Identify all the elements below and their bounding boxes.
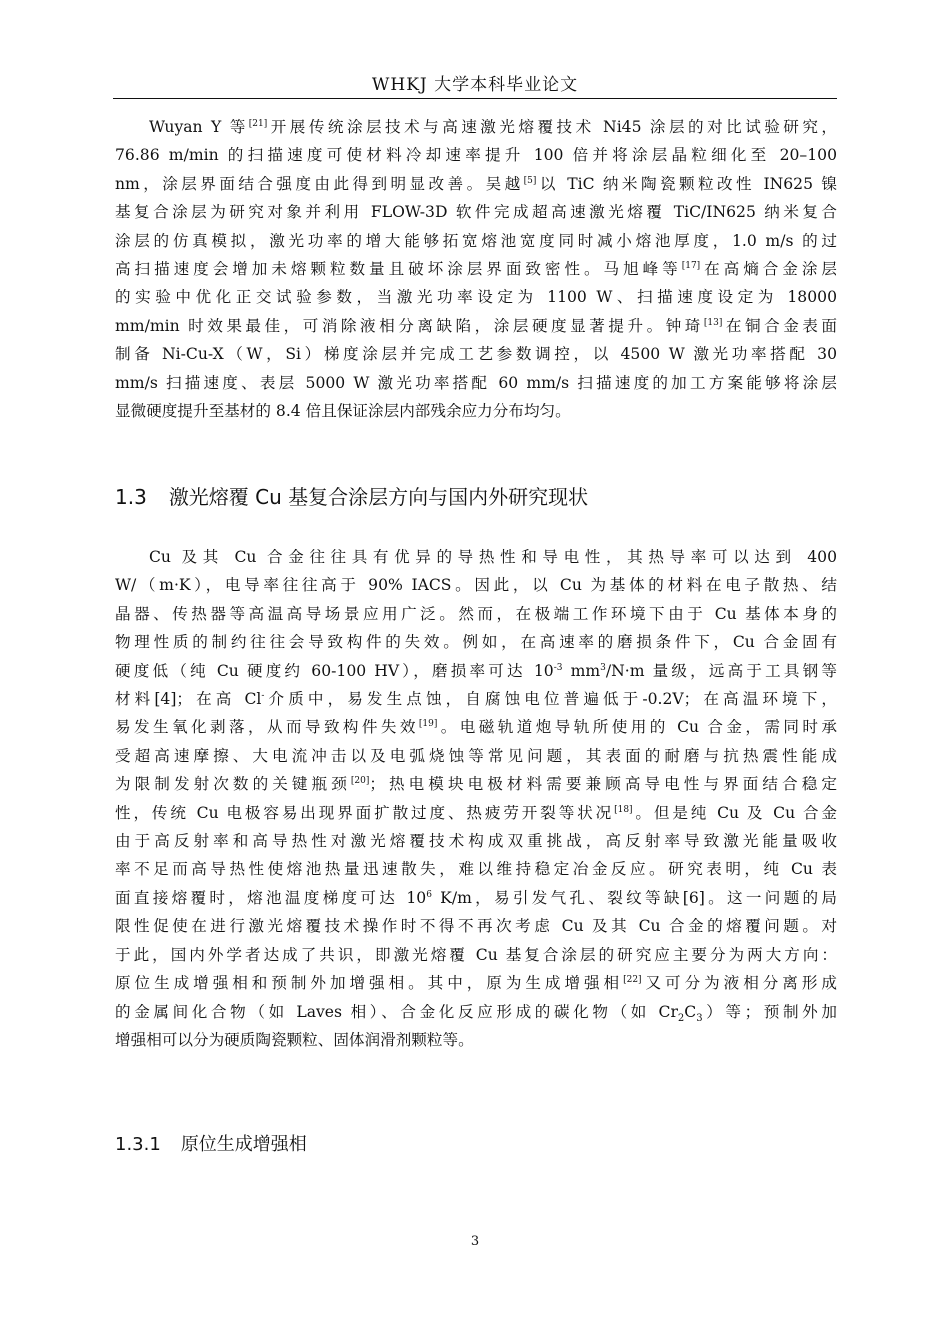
text-run: mm/s 扫描速度、表层 5000 W 激光功率搭配 60 mm/s 扫描速度的加工方案能够将涂层 xyxy=(115,373,837,392)
text-run: 又可分为液相分离形成 xyxy=(641,974,837,993)
superscript: 3 xyxy=(600,662,606,673)
text-run: 限性促使在进行激光熔覆技术操作时不得不再次考虑 Cu 及其 Cu 合金的熔覆问题。对 xyxy=(115,917,837,936)
text-run: mm/min 时效果最佳，可消除液相分离缺陷，涂层硬度显著提升。钟琦 xyxy=(115,316,704,335)
superscript: [17] xyxy=(681,260,701,271)
text-run: 晶器、传热器等高温高导场景应用广泛。然而，在极端工作环境下由于 Cu 基体本身的 xyxy=(115,604,837,623)
superscript: -3 xyxy=(553,662,563,673)
text-run: 物理性质的制约往往会导致构件的失效。例如，在高速率的磨损条件下，Cu 合金固有 xyxy=(115,633,837,652)
text-line xyxy=(115,941,837,969)
text-run: /N·m 量级，远高于工具钢等 xyxy=(605,661,837,680)
section-heading xyxy=(115,481,588,510)
text-line xyxy=(115,742,837,770)
text-line xyxy=(115,628,837,656)
text-line xyxy=(115,198,837,226)
text-line xyxy=(115,770,837,798)
text-line xyxy=(115,113,837,141)
text-line xyxy=(115,713,837,741)
text-run: ；热电模块电极材料需要兼顾高导电性与界面结合稳定 xyxy=(369,775,837,794)
superscript: - xyxy=(261,690,265,701)
text-run: 开展传统涂层技术与高速激光熔覆技术 Ni45 涂层的对比试验研究， xyxy=(267,118,838,136)
text-run: 涂层的仿真模拟，激光功率的增大能够拓宽熔池宽度同时减小熔池厚度，1.0 m/s 的过 xyxy=(115,231,837,250)
text-run: 制备 Ni-Cu-X（W，Si）梯度涂层并完成工艺参数调控，以 4500 W 激光功率搭配 30 xyxy=(115,345,837,364)
running-header: WHKJ 大学本科毕业论文 xyxy=(371,75,579,95)
text-line xyxy=(115,312,837,340)
text-run: 为限制发射次数的关键瓶颈 xyxy=(115,775,351,794)
text-run: 基复合涂层为研究对象并利用 FLOW-3D 软件完成超高速激光熔覆 TiC/IN625 纳米复合 xyxy=(115,203,837,222)
text-line xyxy=(115,283,837,311)
text-line xyxy=(115,227,837,255)
text-line xyxy=(115,543,837,571)
text-run: 高扫描速度会增加未熔颗粒数量且破坏涂层界面致密性。马旭峰等 xyxy=(115,260,682,279)
text-run: 。电磁轨道炮导轨所使用的 Cu 合金，需同时承 xyxy=(437,718,837,737)
text-run: 的金属间化合物（如 Laves 相）、合金化反应形成的碳化物（如 Cr xyxy=(115,1002,678,1021)
text-run: Cu 及其 Cu 合金往往具有优异的导热性和导电性，其热导率可以达到 400 xyxy=(149,548,837,566)
superscript: [21] xyxy=(248,118,268,129)
text-line xyxy=(115,855,837,883)
text-run: 由于高反射率和高导热性对激光熔覆技术构成双重挑战，高反射率导致激光能量吸收 xyxy=(115,832,837,851)
text-line xyxy=(115,255,837,283)
text-line xyxy=(115,912,837,940)
text-line xyxy=(115,998,837,1026)
text-line xyxy=(115,340,837,368)
text-run: 率不足而高导热性使熔池热量迅速散失，难以维持稳定冶金反应。研究表明，纯 Cu 表 xyxy=(115,860,837,879)
page-number: 3 xyxy=(470,1234,480,1249)
text-run: ）等；预制外加 xyxy=(702,1002,837,1021)
text-run: 性，传统 Cu 电极容易出现界面扩散过度、热疲劳开裂等状况 xyxy=(115,803,615,822)
text-run: mm xyxy=(562,661,601,680)
text-run: 。但是纯 Cu 及 Cu 合金 xyxy=(632,803,838,822)
text-line xyxy=(115,1026,837,1054)
text-run: 介质中，易发生点蚀，自腐蚀电位普遍低于-0.2V；在高温环境下， xyxy=(264,690,837,709)
text-run: K/m，易引发气孔、裂纹等缺[6]。这一问题的局 xyxy=(431,888,837,907)
text-run: 的实验中优化正交试验参数，当激光功率设定为 1100 W、扫描速度设定为 18000 xyxy=(115,288,837,307)
text-run: 材料[4]；在高 Cl xyxy=(115,690,262,709)
superscript: [19] xyxy=(418,719,438,730)
text-run: nm，涂层界面结合强度由此得到明显改善。吴越 xyxy=(115,174,524,193)
text-run: 受超高速摩擦、大电流冲击以及电弧烧蚀等常见问题，其表面的耐磨与抗热震性能成 xyxy=(115,746,837,765)
text-run: 易发生氧化剥落，从而导致构件失效 xyxy=(115,718,419,737)
text-line xyxy=(115,969,837,997)
text-line xyxy=(115,600,837,628)
text-line xyxy=(115,685,837,713)
header-rule xyxy=(113,98,837,99)
subsection-number: 1.3.1 xyxy=(115,1134,161,1155)
section-title: 激光熔覆 Cu 基复合涂层方向与国内外研究现状 xyxy=(168,485,589,509)
superscript: [20] xyxy=(350,776,370,787)
superscript: [5] xyxy=(523,175,537,186)
subsection-title: 原位生成增强相 xyxy=(180,1134,307,1155)
text-run: W/（m·K），电导率往往高于 90% IACS。因此，以 Cu 为基体的材料在电子散热、结 xyxy=(115,576,837,595)
superscript: [18] xyxy=(614,804,633,815)
text-run: 显微硬度提升至基材的 8.4 倍且保证涂层内部残余应力分布均匀。 xyxy=(115,402,571,421)
text-run: 以 TiC 纳米陶瓷颗粒改性 IN625 镍 xyxy=(536,174,837,193)
text-line xyxy=(115,170,837,198)
text-line xyxy=(115,571,837,599)
paragraph-1 xyxy=(115,113,837,425)
superscript: [22] xyxy=(623,974,642,985)
text-run: 原位生成增强相和预制外加增强相。其中，原为生成增强相 xyxy=(115,974,624,993)
text-line xyxy=(115,141,837,169)
subsection-heading xyxy=(115,1130,307,1156)
superscript: [13] xyxy=(703,317,723,328)
text-line xyxy=(115,369,837,397)
text-line xyxy=(115,884,837,912)
text-run: 于此，国内外学者达成了共识，即激光熔覆 Cu 基复合涂层的研究应主要分为两大方向： xyxy=(115,945,837,964)
text-run: 面直接熔覆时，熔池温度梯度可达 10 xyxy=(115,888,427,907)
text-run: Wuyan Y 等 xyxy=(149,118,249,136)
text-line xyxy=(115,799,837,827)
text-line xyxy=(115,397,837,425)
subscript: 2 xyxy=(677,1012,685,1024)
text-run: 硬度低（纯 Cu 硬度约 60-100 HV），磨损率可达 10 xyxy=(115,661,554,680)
text-line xyxy=(115,657,837,685)
superscript: 6 xyxy=(426,889,432,900)
text-run: 增强相可以分为硬质陶瓷颗粒、固体润滑剂颗粒等。 xyxy=(115,1030,474,1049)
paragraph-2 xyxy=(115,543,837,1054)
text-line xyxy=(115,827,837,855)
section-number: 1.3 xyxy=(115,485,147,509)
subscript: 3 xyxy=(696,1012,703,1024)
text-run: 在高熵合金涂层 xyxy=(700,260,837,279)
text-run: 76.86 m/min 的扫描速度可使材料冷却速率提升 100 倍并将涂层晶粒细化至 20–100 xyxy=(115,146,837,165)
text-run: C xyxy=(684,1002,697,1021)
text-run: 在铜合金表面 xyxy=(722,316,837,335)
